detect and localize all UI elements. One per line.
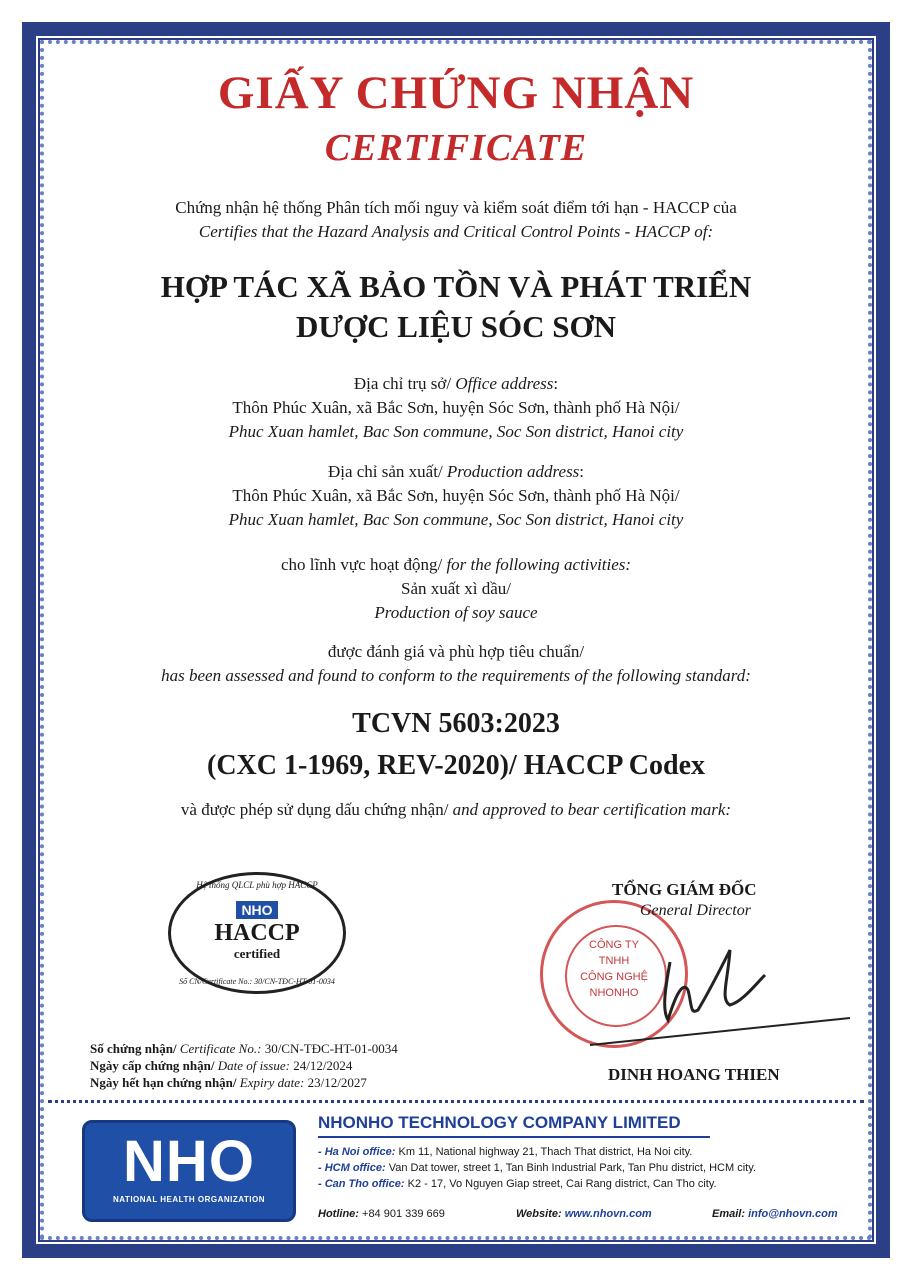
logo-mark: NHO [123, 1129, 255, 1194]
stamp-line-2: TNHH [598, 955, 630, 967]
assessed-vietnamese: được đánh giá và phù hợp tiêu chuẩn/ [327, 642, 585, 661]
production-label-vn: Địa chỉ sản xuất/ [327, 462, 443, 481]
hotline-label: Hotline: [318, 1208, 359, 1220]
website-link[interactable]: www.nhovn.com [564, 1208, 652, 1220]
cantho-office-label: - Can Tho office: [318, 1178, 405, 1190]
production-address-vietnamese: Thôn Phúc Xuân, xã Bắc Sơn, huyện Sóc Sơn, thành phố Hà Nội/ [232, 486, 680, 505]
hcm-office-address: Van Dat tower, street 1, Tan Binh Industrial Park, Tan Phu district, HCM city. [388, 1162, 756, 1174]
seal-top-text: Hệ thống QLCL phù hợp HACCP [196, 880, 318, 890]
standard-code: TCVN 5603:2023 [352, 708, 560, 739]
stamp-line-4: NHONHO [589, 987, 639, 999]
issue-date-row [90, 1057, 398, 1074]
cert-no-label-en: Certificate No.: [179, 1041, 262, 1056]
approved-en: and approved to bear certification mark: [452, 800, 732, 819]
approved-statement [60, 800, 852, 820]
signer-title-vietnamese: TỔNG GIÁM ĐỐC [612, 880, 757, 899]
cert-no-value: 30/CN-TĐC-HT-01-0034 [264, 1041, 398, 1056]
expiry-date-row [90, 1074, 398, 1091]
hcm-office [318, 1162, 756, 1174]
issue-label-en: Date of issue: [217, 1058, 290, 1073]
organization-name-line1: HỢP TÁC XÃ BẢO TỒN VÀ PHÁT TRIỂN [160, 269, 752, 304]
email-link[interactable]: info@nhovn.com [748, 1208, 838, 1220]
hotline [318, 1208, 445, 1220]
hcm-office-label: - HCM office: [318, 1162, 386, 1174]
cantho-office-address: K2 - 17, Vo Nguyen Giap street, Cai Rang district, Can Tho city. [407, 1178, 717, 1190]
seal-certified-text: certified [233, 946, 281, 961]
stamp-line-1: CÔNG TY [589, 939, 639, 951]
seal-main-text: HACCP [214, 920, 300, 946]
expiry-date-value: 23/12/2027 [307, 1075, 367, 1090]
seal-bottom-text: Số CN/Certificate No.: 30/CN-TĐC-HT-01-0034 [179, 977, 335, 986]
website-label: Website: [516, 1208, 562, 1220]
certificate-number-row [90, 1040, 398, 1057]
activities-label-en: for the following activities: [446, 555, 632, 574]
activities-label-vn: cho lĩnh vực hoạt động/ [280, 555, 443, 574]
expiry-label-en: Expiry date: [239, 1075, 305, 1090]
website [516, 1208, 652, 1220]
seal-brand: NHO [236, 901, 277, 919]
standard-reference: (CXC 1-1969, REV-2020)/ HACCP Codex [207, 750, 705, 781]
title-vietnamese: GIẤY CHỨNG NHẬN [217, 67, 695, 119]
hanoi-office [318, 1146, 692, 1158]
production-address-english: Phuc Xuan hamlet, Bac Son commune, Soc Son district, Hanoi city [228, 510, 684, 529]
cert-no-label-vn: Số chứng nhận/ [90, 1041, 177, 1056]
organization-name-line2: DƯỢC LIỆU SÓC SƠN [295, 309, 617, 344]
activity-english: Production of soy sauce [374, 603, 538, 622]
approved-vn: và được phép sử dụng dấu chứng nhận/ [180, 800, 449, 819]
issue-label-vn: Ngày cấp chứng nhận/ [90, 1058, 215, 1073]
certificate-details [90, 1040, 398, 1091]
hotline-value: +84 901 339 669 [362, 1208, 445, 1220]
cantho-office [318, 1178, 717, 1190]
production-address-label: Địa chỉ sản xuất/ Production address: [327, 462, 585, 481]
office-address-english: Phuc Xuan hamlet, Bac Son commune, Soc Son district, Hanoi city [228, 422, 684, 441]
production-label-en: Production address [446, 462, 580, 481]
signer-title-english: General Director [640, 902, 751, 919]
office-address-vietnamese: Thôn Phúc Xuân, xã Bắc Sơn, huyện Sóc Sơn, thành phố Hà Nội/ [232, 398, 680, 417]
email-label: Email: [712, 1208, 746, 1220]
title-english: CERTIFICATE [324, 127, 588, 169]
office-label-en: Office address [455, 374, 554, 393]
intro-english: Certifies that the Hazard Analysis and Critical Control Points - HACCP of: [198, 222, 714, 241]
company-name: NHONHO TECHNOLOGY COMPANY LIMITED [318, 1113, 681, 1132]
email [712, 1208, 838, 1220]
haccp-certification-seal [168, 872, 346, 994]
company-logo [82, 1120, 296, 1222]
issue-date-value: 24/12/2024 [293, 1058, 353, 1073]
company-underline [318, 1136, 710, 1138]
hanoi-office-address: Km 11, National highway 21, Thach That district, Ha Noi city. [398, 1146, 693, 1158]
logo-organization-text: NATIONAL HEALTH ORGANIZATION [112, 1195, 266, 1204]
hanoi-office-label: - Ha Noi office: [318, 1146, 396, 1158]
activities-label [60, 555, 852, 575]
intro-vietnamese: Chứng nhận hệ thống Phân tích mối nguy và kiểm soát điểm tới hạn - HACCP của [175, 198, 737, 217]
expiry-label-vn: Ngày hết hạn chứng nhận/ [90, 1075, 237, 1090]
footer-divider [48, 1100, 864, 1109]
activity-vietnamese: Sản xuất xì dầu/ [400, 579, 511, 598]
stamp-line-3: CÔNG NGHỆ [580, 971, 648, 983]
office-address-label: Địa chỉ trụ sở/ Office address: [353, 374, 559, 393]
signature-graphic [570, 930, 860, 1050]
office-label-vn: Địa chỉ trụ sở/ [353, 374, 452, 393]
assessed-english: has been assessed and found to conform to the requirements of the following standard: [161, 666, 751, 685]
signer-name: DINH HOANG THIEN [608, 1065, 780, 1084]
